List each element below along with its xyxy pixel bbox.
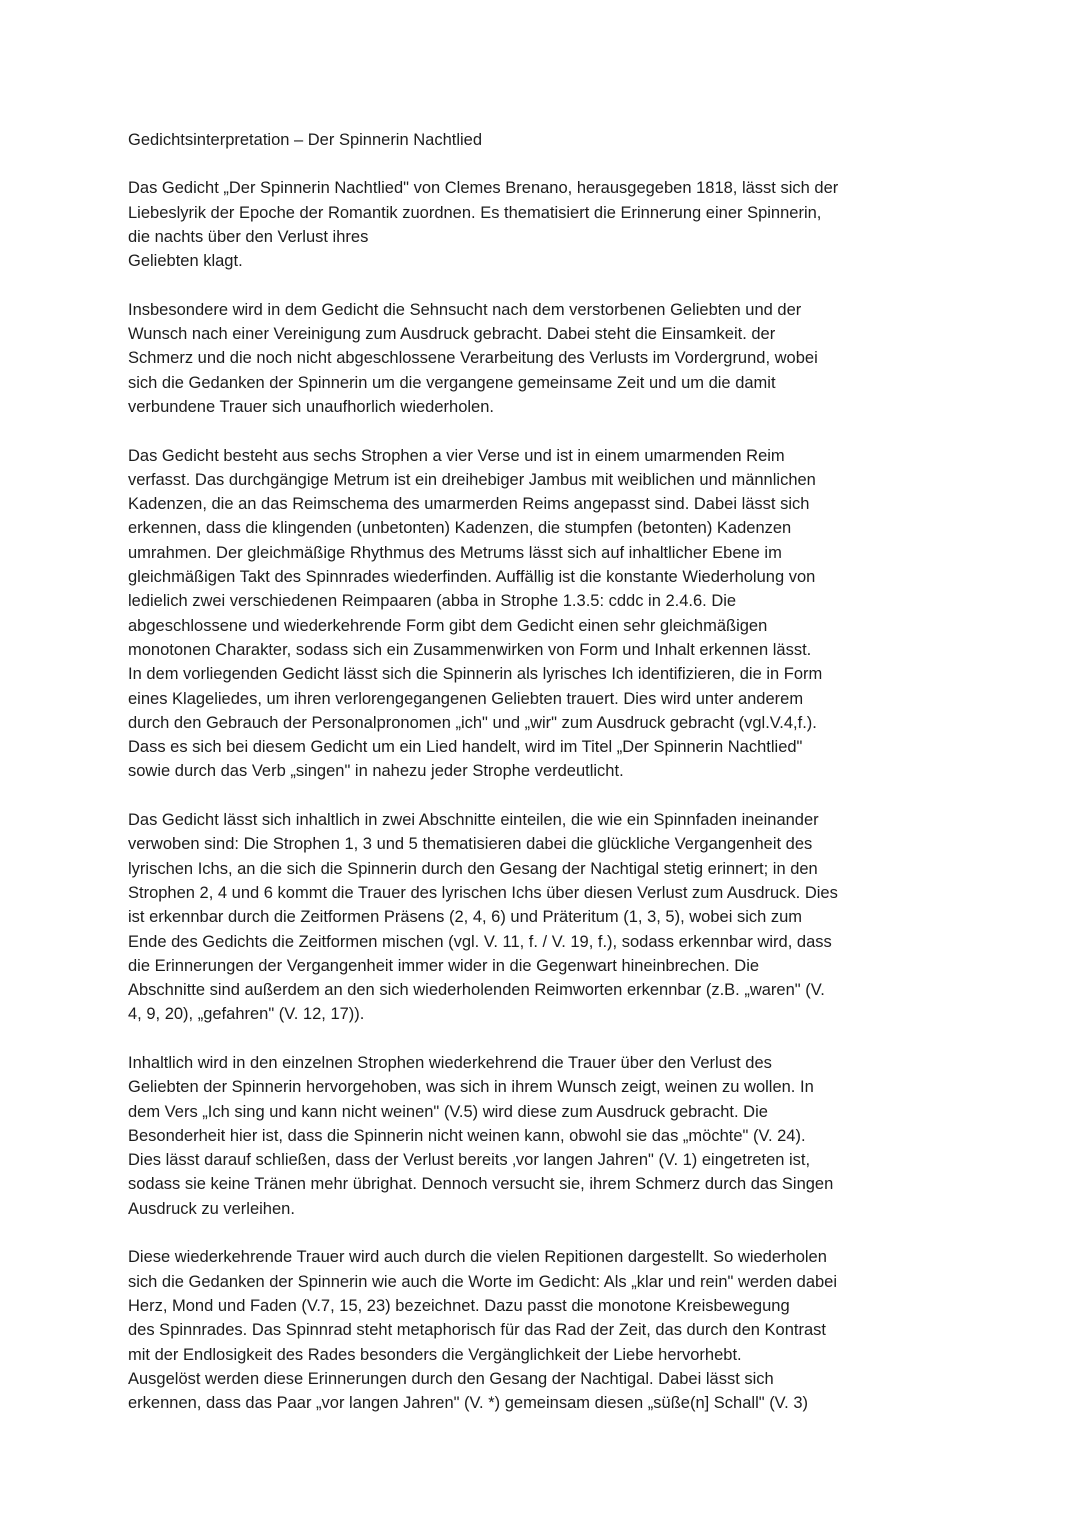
paragraph (128, 808, 928, 1027)
text-line: Das Gedicht „Der Spinnerin Nachtlied" von Clemes Brenano, herausgegeben 1818, lässt sich der (128, 179, 839, 198)
paragraph (128, 1245, 928, 1415)
document-page (128, 128, 928, 1415)
text-line: abgeschlossene und wiederkehrende Form gibt dem Gedicht einen sehr gleichmäßigen (128, 616, 768, 635)
text-line: durch den Gebrauch der Personalpronomen „ich" und „wir" zum Ausdruck gebracht (vgl.V.4,f.). (128, 713, 817, 732)
text-line: Wunsch nach einer Vereinigung zum Ausdruck gebracht. Dabei steht die Einsamkeit. der (128, 325, 776, 344)
text-line: Das Gedicht besteht aus sechs Strophen a vier Verse und ist in einem umarmenden Reim (128, 446, 785, 465)
document-title: Gedichtsinterpretation – Der Spinnerin Nachtlied (128, 131, 483, 149)
text-line: sich die Gedanken der Spinnerin um die vergangene gemeinsame Zeit und um die damit (128, 373, 776, 392)
text-line: Ausdruck zu verleihen. (128, 1199, 295, 1218)
text-line: gleichmäßigen Takt des Spinnrades wiederfinden. Auffällig ist die konstante Wiederholung von (128, 568, 816, 587)
text-line: Abschnitte sind außerdem an den sich wiederholenden Reimworten erkennbar (z.B. „waren" (V. (128, 981, 825, 1000)
text-line: Ausgelöst werden diese Erinnerungen durch den Gesang der Nachtigal. Dabei lässt sich (128, 1369, 774, 1388)
text-line: des Spinnrades. Das Spinnrad steht metaphorisch für das Rad der Zeit, das durch den Kontrast (128, 1321, 826, 1340)
text-line: erkennen, dass das Paar „vor langen Jahren" (V. *) gemeinsam diesen „süße(n] Schall" (V. 3) (128, 1394, 809, 1413)
text-line: die nachts über den Verlust ihres (128, 227, 369, 246)
text-line: Kadenzen, die an das Reimschema des umarmerden Reims angepasst sind. Dabei lässt sich (128, 495, 810, 514)
paragraph (128, 176, 928, 273)
text-line: ledielich zwei verschiedenen Reimpaaren (abba in Strophe 1.3.5: cddc in 2.4.6. Die (128, 592, 737, 611)
text-line: die Erinnerungen der Vergangenheit immer wider in die Gegenwart hineinbrechen. Die (128, 956, 760, 975)
text-line: lyrischen Ichs, an die sich die Spinnerin durch den Gesang der Nachtigal stetig erinnert; in den (128, 859, 818, 878)
text-line: Dass es sich bei diesem Gedicht um ein Lied handelt, wird im Titel „Der Spinnerin Nachtlied" (128, 738, 803, 757)
text-line: Dies lässt darauf schließen, dass der Verlust bereits ‚vor langen Jahren" (V. 1) eingetreten ist, (128, 1151, 811, 1170)
paragraph (128, 298, 928, 419)
text-line: Besonderheit hier ist, dass die Spinnerin nicht weinen kann, obwohl sie das „möchte" (V. 24). (128, 1126, 806, 1145)
text-line: umrahmen. Der gleichmäßige Rhythmus des Metrums lässt sich auf inhaltlicher Ebene im (128, 543, 782, 562)
text-line: Liebeslyrik der Epoche der Romantik zuordnen. Es thematisiert die Erinnerung einer Spinnerin, (128, 203, 822, 222)
text-line: Geliebten der Spinnerin hervorgehoben, was sich in ihrem Wunsch zeigt, weinen zu wollen. In (128, 1078, 814, 1097)
text-line: Das Gedicht lässt sich inhaltlich in zwei Abschnitte einteilen, die wie ein Spinnfaden ineinander (128, 811, 819, 830)
paragraph (128, 1051, 928, 1221)
text-line: monotonen Charakter, sodass sich ein Zusammenwirken von Form und Inhalt erkennen lässt. (128, 640, 812, 659)
text-line: mit der Endlosigkeit des Rades besonders die Vergänglichkeit der Liebe hervorhebt. (128, 1345, 742, 1364)
text-line: Diese wiederkehrende Trauer wird auch durch die vielen Repitionen dargestellt. So wiederholen (128, 1248, 827, 1267)
text-line: verfasst. Das durchgängige Metrum ist ein dreihebiger Jambus mit weiblichen und männlichen (128, 470, 816, 489)
paragraph (128, 444, 928, 784)
text-line: sowie durch das Verb „singen" in nahezu jeder Strophe verdeutlicht. (128, 762, 624, 781)
text-line: verbundene Trauer sich unaufhorlich wiederholen. (128, 397, 494, 416)
text-line: Schmerz und die noch nicht abgeschlossene Verarbeitung des Verlusts im Vordergrund, wobei (128, 349, 818, 368)
text-line: ist erkennbar durch die Zeitformen Präsens (2, 4, 6) und Präteritum (1, 3, 5), wobei sich zum (128, 908, 803, 927)
text-line: Herz, Mond und Faden (V.7, 15, 23) bezeichnet. Dazu passt die monotone Kreisbewegung (128, 1296, 790, 1315)
text-line: Ende des Gedichts die Zeitformen mischen (vgl. V. 11, f. / V. 19, f.), sodass erkennbar wird, dass (128, 932, 832, 951)
text-line: Strophen 2, 4 und 6 kommt die Trauer des lyrischen Ichs über diesen Verlust zum Ausdruck. Dies (128, 883, 838, 902)
text-line: sich die Gedanken der Spinnerin wie auch die Worte im Gedicht: Als „klar und rein" werden dabei (128, 1272, 838, 1291)
text-line: verwoben sind: Die Strophen 1, 3 und 5 thematisieren dabei die glückliche Vergangenheit des (128, 835, 813, 854)
text-line: In dem vorliegenden Gedicht lässt sich die Spinnerin als lyrisches Ich identifizieren, die in Form (128, 665, 823, 684)
text-line: sodass sie keine Tränen mehr übrighat. Dennoch versucht sie, ihrem Schmerz durch das Singen (128, 1175, 834, 1194)
text-line: Inhaltlich wird in den einzelnen Strophen wiederkehrend die Trauer über den Verlust des (128, 1053, 772, 1072)
document-body (128, 176, 928, 1415)
text-line: 4, 9, 20), „gefahren" (V. 12, 17)). (128, 1005, 365, 1024)
text-line: Insbesondere wird in dem Gedicht die Sehnsucht nach dem verstorbenen Geliebten und der (128, 300, 802, 319)
text-line: Geliebten klagt. (128, 252, 243, 271)
text-line: dem Vers „Ich sing und kann nicht weinen" (V.5) wird diese zum Ausdruck gebracht. Die (128, 1102, 768, 1121)
text-line: erkennen, dass die klingenden (unbetonten) Kadenzen, die stumpfen (betonten) Kadenzen (128, 519, 792, 538)
text-line: eines Klageliedes, um ihren verlorengegangenen Geliebten trauert. Dies wird unter anderem (128, 689, 804, 708)
